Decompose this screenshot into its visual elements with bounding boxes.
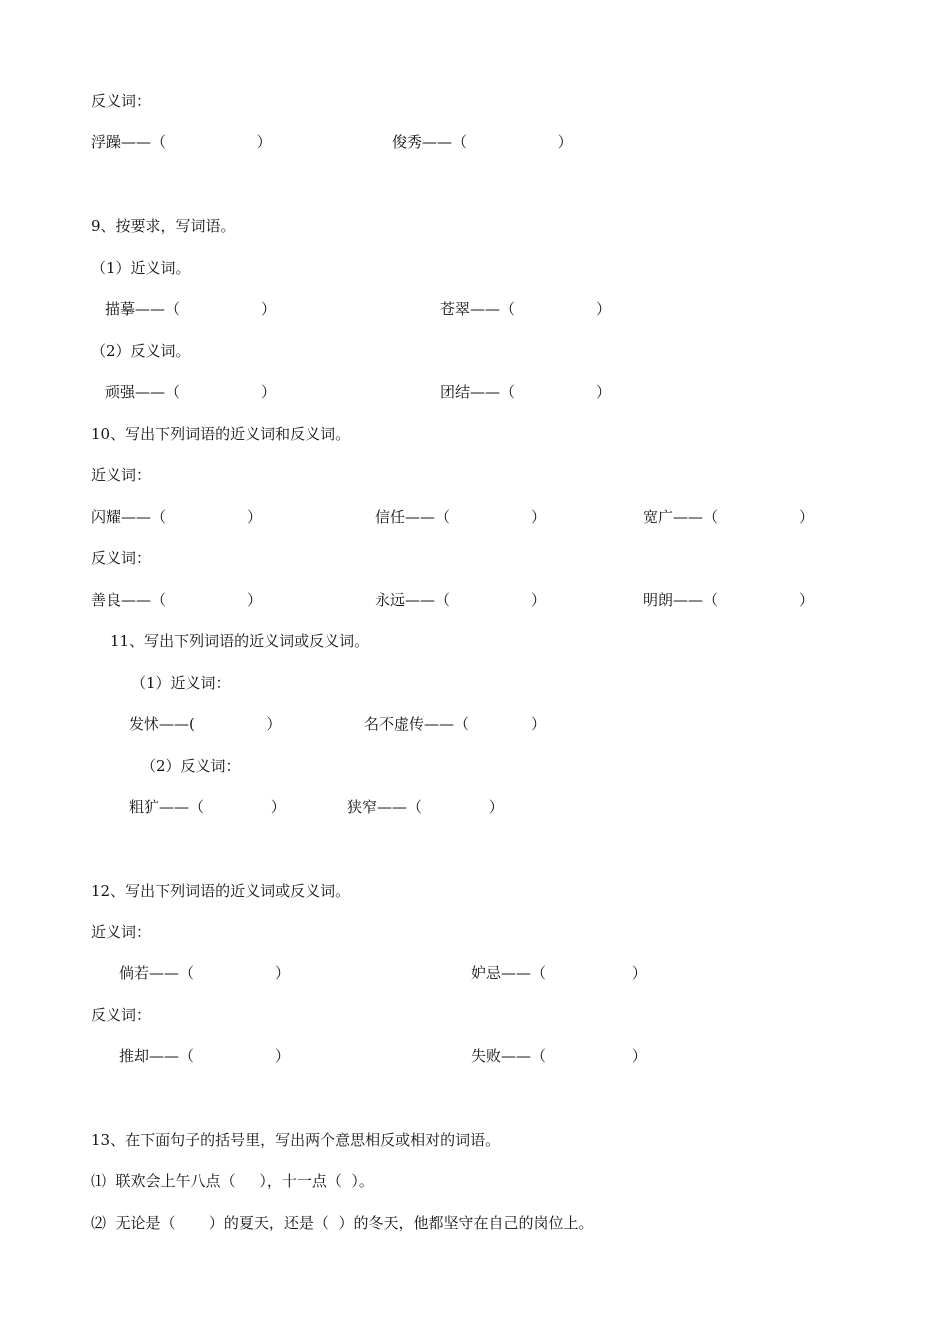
word-item: 俊秀——（ ） [392,133,573,151]
word-item: 永远——（ ） [375,591,547,609]
word-item: 推却——（ ） [119,1047,291,1065]
section-label: （2）反义词。 [91,342,191,360]
question-11-title: 11、写出下列词语的近义词或反义词。 [110,632,370,650]
antonym-label: 反义词： [91,92,152,110]
word-item: 善良——（ ） [91,591,263,609]
word-item: 发怵——( ） [129,715,282,733]
section-label: （1）近义词。 [91,259,191,277]
word-item: 明朗——（ ） [643,591,815,609]
word-item: 倘若——（ ） [119,964,291,982]
word-item: 闪耀——（ ） [91,508,263,526]
word-item: 浮躁——（ ） [91,133,272,151]
word-item: 粗犷——（ ） [129,798,286,816]
word-item: 苍翠——（ ） [440,300,612,318]
word-item: 信任——（ ） [375,508,547,526]
question-9-title: 9、按要求，写词语。 [91,217,236,235]
section-label: （2）反义词： [141,757,241,775]
synonym-label: 近义词： [91,466,152,484]
word-item: 妒忌——（ ） [471,964,647,982]
antonym-label: 反义词： [91,549,152,567]
synonym-label: 近义词： [91,923,152,941]
word-item: 团结——（ ） [440,383,612,401]
sentence-1: ⑴ 联欢会上午八点（ ），十一点（ ）。 [91,1172,374,1190]
section-label: （1）近义词： [131,674,231,692]
word-item: 宽广——（ ） [643,508,815,526]
word-item: 失败——（ ） [471,1047,647,1065]
word-item: 顽强——（ ） [105,383,277,401]
question-13-title: 13、在下面句子的括号里，写出两个意思相反或相对的词语。 [91,1131,501,1149]
word-item: 名不虚传——（ ） [364,715,546,733]
word-item: 描摹——（ ） [105,300,277,318]
question-12-title: 12、写出下列词语的近义词或反义词。 [91,882,351,900]
word-item: 狭窄——（ ） [347,798,504,816]
antonym-label: 反义词： [91,1006,152,1024]
sentence-2: ⑵ 无论是（ ）的夏天，还是（ ）的冬天，他都坚守在自己的岗位上。 [91,1214,594,1232]
question-10-title: 10、写出下列词语的近义词和反义词。 [91,425,351,443]
